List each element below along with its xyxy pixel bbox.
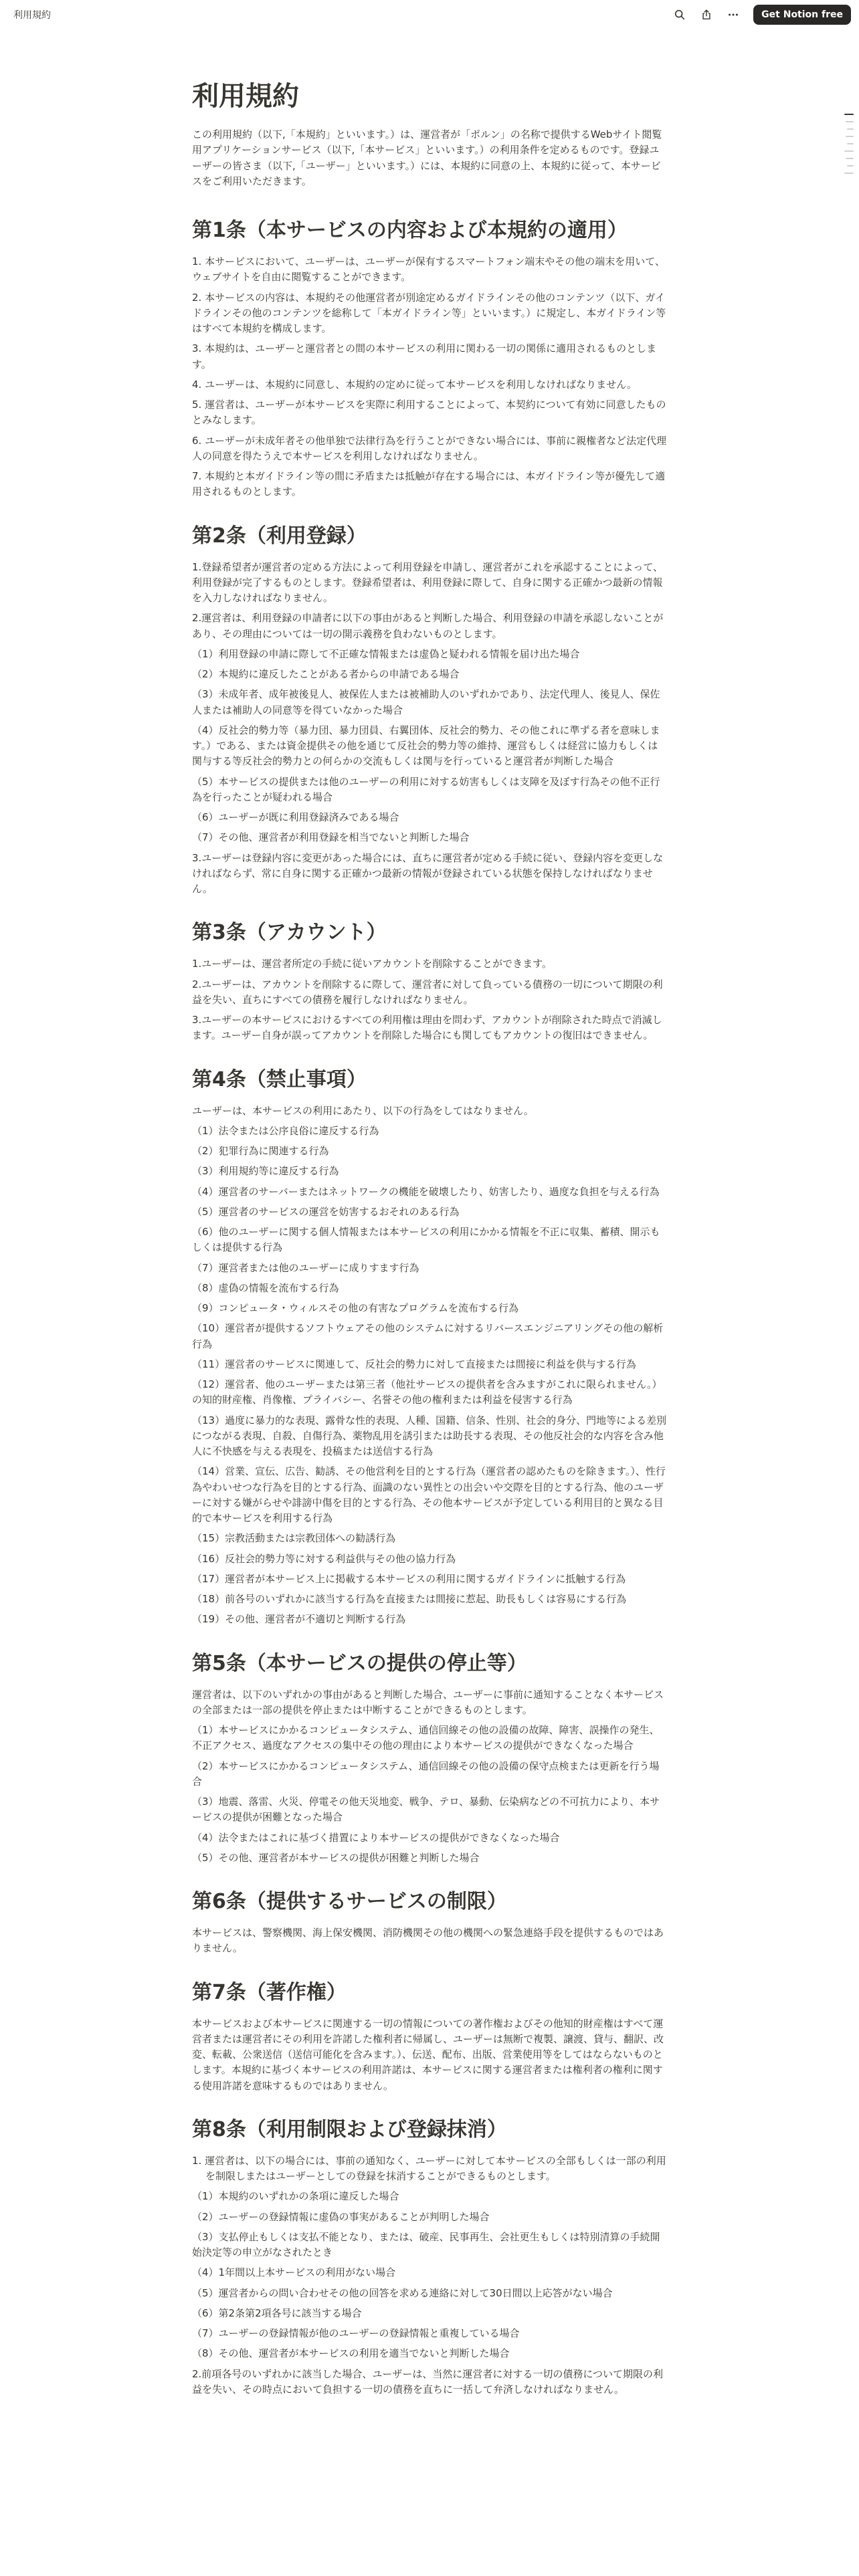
clause-item: （14）営業、宣伝、広告、勧誘、その他営利を目的とする行為（運営者の認めたものを除きます。）、性行為やわいせつな行為を目的とする行為、面識のない異性との出会いや交際を目的とする行為、他のユーザーに対する嫌がらせや誹謗中傷を目的とする行為、その他本サービスが予定している利用目的と異なる目的で本サービスを利用する行為: [192, 1465, 666, 1524]
clause-item: （8）その他、運営者が本サービスの利用を適当でないと判断した場合: [192, 2347, 510, 2360]
section-paragraph: 運営者は、以下のいずれかの事由があると判断した場合、ユーザーに事前に通知することなく本サービスの全部または一部の提供を停止または中断することができるものとします。: [192, 1688, 664, 1716]
toc-entry[interactable]: [847, 143, 854, 144]
section-paragraph: 2.運営者は、利用登録の申請者に以下の事由があると判断した場合、利用登録の申請を承認しないことがあり、その理由については一切の開示義務を負わないものとします。: [192, 612, 664, 640]
section-heading: 第4条（禁止事項）: [192, 1067, 367, 1091]
clause-item: （6）ユーザーが既に利用登録済みである場合: [192, 811, 399, 823]
clause-item: （11）運営者のサービスに関連して、反社会的勢力に対して直接または間接に利益を供与する行為: [192, 1358, 636, 1370]
table-of-contents[interactable]: [840, 114, 854, 174]
toc-entry[interactable]: [847, 128, 854, 130]
toc-entry[interactable]: [846, 158, 854, 159]
section-paragraph: ユーザーは、本サービスの利用にあたり、以下の行為をしてはなりません。: [192, 1104, 534, 1117]
section-paragraph: 1. 本サービスにおいて、ユーザーは、ユーザーが保有するスマートフォン端末やその他の端末を用いて、ウェブサイトを自由に閲覧することができます。: [192, 255, 665, 284]
section-paragraph: 5. 運営者は、ユーザーが本サービスを実際に利用することによって、本契約について有効に同意したものとみなします。: [192, 399, 666, 427]
clause-item: （19）その他、運営者が不適切と判断する行為: [192, 1613, 406, 1626]
section-paragraph: 2.ユーザーは、アカウントを削除するに際して、運営者に対して負っている債務の一切について期限の利益を失い、直ちにすべての債務を履行しなければなりません。: [192, 978, 663, 1006]
section-paragraph: 4. ユーザーは、本規約に同意し、本規約の定めに従って本サービスを利用しなければなりません。: [192, 378, 637, 391]
section-heading: 第5条（本サービスの提供の停止等）: [192, 1651, 527, 1675]
clause-item: （3）支払停止もしくは支払不能となり、または、破産、民事再生、会社更生もしくは特別清算の手続開始決定等の申立がなされたとき: [192, 2230, 660, 2258]
clause-item: （2）本規約に違反したことがある者からの申請である場合: [192, 668, 460, 680]
clause-item: （12）運営者、他のユーザーまたは第三者（他社サービスの提供者を含みますがこれに限られません。）の知的財産権、肖像権、プライバシー、名誉その他の権利または利益を侵害する行為: [192, 1378, 662, 1406]
section-8: [192, 2117, 667, 2397]
section-heading: 第7条（著作権）: [192, 1980, 347, 2004]
clause-item: （15）宗教活動または宗教団体への勧誘行為: [192, 1532, 396, 1545]
clause-item: （5）運営者のサービスの運営を妨害するおそれのある行為: [192, 1205, 460, 1218]
clause-item: （4）運営者のサーバーまたはネットワークの機能を破壊したり、妨害したり、過度な負担を与える行為: [192, 1185, 660, 1198]
clause-item: （10）運営者が提供するソフトウェアその他のシステムに対するリバースエンジニアリングその他の解析行為: [192, 1322, 664, 1350]
section-7: [192, 1979, 667, 2094]
clause-item: （1）本規約のいずれかの条項に違反した場合: [192, 2190, 399, 2203]
topbar-actions: [668, 5, 851, 25]
section-heading: 第1条（本サービスの内容および本規約の適用）: [192, 219, 628, 242]
toc-entry[interactable]: [844, 173, 854, 174]
clause-item: （5）本サービスの提供または他のユーザーの利用に対する妨害もしくは支障を及ぼす行為その他不正行為を行ったことが疑われる場合: [192, 775, 660, 803]
clause-item: （17）運営者が本サービス上に掲載する本サービスの利用に関するガイドラインに抵触する行為: [192, 1572, 626, 1585]
clause-item: （5）運営者からの問い合わせその他の回答を求める連絡に対して30日間以上応答がない場合: [192, 2286, 613, 2299]
clause-item: （4）反社会的勢力等（暴力団、暴力団員、右翼団体、反社会的勢力、その他これに準ずる者を意味します。）である、または資金提供その他を通じて反社会的勢力等の維持、運営もしくは経営に協力もしくは関与する等反社会的勢力との何らかの交流もしくは関与を行っていると運営者が判断した場合: [192, 724, 660, 768]
get-notion-free-button[interactable]: Get Notion free: [753, 5, 851, 25]
intro-paragraph: この利用規約（以下,「本規約」といいます。）は、運営者が「ポルン」の名称で提供するWebサイト閲覧用アプリケーションサービス（以下,「本サービス」といいます。）の利用条件を定めるものです。登録ユーザーの皆さま（以下,「ユーザー」といいます。）には、本規約に同意の上、本規約に従って、本サービスをご利用いただきます。: [192, 128, 662, 187]
section-3: [192, 920, 667, 1043]
clause-item: （2）本サービスにかかるコンピュータシステム、通信回線その他の設備の保守点検または更新を行う場合: [192, 1759, 660, 1788]
section-paragraph: 3. 本規約は、ユーザーと運営者との間の本サービスの利用に関わる一切の関係に適用されるものとします。: [192, 342, 657, 370]
top-bar: [0, 0, 859, 29]
clause-item: （16）反社会的勢力等に対する利益供与その他の協力行為: [192, 1552, 456, 1565]
clause-item: （1）本サービスにかかるコンピュータシステム、通信回線その他の設備の故障、障害、誤操作の発生、不正アクセス、過度なアクセスの集中その他の理由により本サービスの提供ができなくなった場合: [192, 1724, 660, 1752]
clause-item: （7）運営者または他のユーザーに成りすます行為: [192, 1261, 419, 1274]
toc-entry[interactable]: [844, 150, 854, 152]
section-paragraph: 本サービスは、警察機関、海上保安機関、消防機関その他の機関への緊急連絡手段を提供するものではありません。: [192, 1927, 664, 1955]
section-paragraph: 2. 本サービスの内容は、本規約その他運営者が別途定めるガイドラインその他のコンテンツ（以下、ガイドラインその他のコンテンツを総称して「本ガイドライン等」といいます。）に規定し、本ガイドライン等はすべて本規約を構成します。: [192, 291, 666, 334]
section-2: [192, 523, 667, 897]
clause-item: （4）法令またはこれに基づく措置により本サービスの提供ができなくなった場合: [192, 1831, 560, 1844]
clause-item: （18）前各号のいずれかに該当する行為を直接または間接に惹起、助長もしくは容易にする行為: [192, 1593, 627, 1605]
page-title: 利用規約: [192, 81, 299, 112]
section-heading: 第3条（アカウント）: [192, 921, 387, 945]
clause-item: （2）ユーザーの登録情報に虚偽の事実があることが判明した場合: [192, 2210, 490, 2223]
clause-item: （13）過度に暴力的な表現、露骨な性的表現、人種、国籍、信条、性別、社会的身分、門地等による差別につながる表現、自殺、自傷行為、薬物乱用を誘引または助長する表現、その他反社会的な内容を含み他人に不快感を与える表現を、投稿または送信する行為: [192, 1414, 667, 1457]
page-content: [192, 80, 667, 2420]
clause-item: （6）他のユーザーに関する個人情報または本サービスの利用にかかる情報を不正に収集、蓄積、開示もしくは提供する行為: [192, 1226, 660, 1254]
clause-item: （1）利用登録の申請に際して不正確な情報または虚偽と疑われる情報を届け出た場合: [192, 647, 580, 660]
section-paragraph: 1. 運営者は、以下の場合には、事前の通知なく、ユーザーに対して本サービスの全部もしくは一部の利用を制限しまたはユーザーとしての登録を抹消することができるものとします。: [192, 2154, 666, 2182]
clause-item: （7）ユーザーの登録情報が他のユーザーの登録情報と重複している場合: [192, 2327, 520, 2339]
clause-item: （1）法令または公序良俗に違反する行為: [192, 1124, 379, 1137]
clause-item: （4）1年間以上本サービスの利用がない場合: [192, 2266, 396, 2279]
breadcrumb[interactable]: 利用規約: [13, 10, 51, 21]
more-icon[interactable]: [721, 5, 745, 25]
toc-entry[interactable]: [844, 114, 854, 115]
section-paragraph: 1.登録希望者が運営者の定める方法によって利用登録を申請し、運営者がこれを承認することによって、利用登録が完了するものとします。登録希望者は、利用登録に際して、自身に関する正確かつ最新の情報を入力しなければなりません。: [192, 560, 664, 604]
section-paragraph: 1.ユーザーは、運営者所定の手続に従いアカウントを削除することができます。: [192, 958, 552, 970]
clause-item: （3）利用規約等に違反する行為: [192, 1165, 339, 1178]
clause-item: （6）第2条第2項各号に該当する場合: [192, 2306, 362, 2319]
section-paragraph: 7. 本規約と本ガイドライン等の間に矛盾または抵触が存在する場合には、本ガイドライン等が優先して適用されるものとします。: [192, 470, 666, 498]
clause-item: （3）未成年者、成年被後見人、被保佐人または被補助人のいずれかであり、法定代理人、後見人、保佐人または補助人の同意等を得ていなかった場合: [192, 688, 660, 716]
clause-item: （3）地震、落雷、火災、停電その他天災地変、戦争、テロ、暴動、伝染病などの不可抗力により、本サービスの提供が困難となった場合: [192, 1796, 660, 1824]
section-6: [192, 1889, 667, 1957]
section-1: [192, 217, 667, 500]
section-heading: 第8条（利用制限および登録抹消）: [192, 2117, 507, 2141]
section-paragraph: 3.ユーザーは登録内容に変更があった場合には、直ちに運営者が定める手続に従い、登録内容を変更しなければならず、常に自身に関する正確かつ最新の情報が登録されている状態を保持しなければなりません。: [192, 851, 664, 895]
section-paragraph: 本サービスおよび本サービスに関連する一切の情報についての著作権およびその他知的財産権はすべて運営者または運営者にその利用を許諾した権利者に帰属し、ユーザーは無断で複製、譲渡、貸与、翻訳、改変、転載、公衆送信（送信可能化を含みます。）、伝送、配布、出版、営業使用等をしてはならないものとします。本規約に基づく本サービスの利用許諾は、本サービスに関する運営者または権利者の権利に関する使用許諾を意味するものではありません。: [192, 2017, 664, 2092]
clause-item: （2）犯罪行為に関連する行為: [192, 1145, 329, 1157]
section-paragraph: 2.前項各号のいずれかに該当した場合、ユーザーは、当然に運営者に対する一切の債務について期限の利益を失い、その時点において負担する一切の債務を直ちに一括して弁済しなければなりません。: [192, 2367, 664, 2395]
section-paragraph: 6. ユーザーが未成年者その他単独で法律行為を行うことができない場合には、事前に親権者など法定代理人の同意を得たうえで本サービスを利用しなければなりません。: [192, 434, 667, 462]
share-icon[interactable]: [694, 5, 719, 25]
section-heading: 第2条（利用登録）: [192, 524, 367, 548]
clause-item: （8）虚偽の情報を流布する行為: [192, 1281, 339, 1294]
toc-entry[interactable]: [847, 165, 854, 167]
toc-entry[interactable]: [846, 136, 854, 137]
section-paragraph: 3.ユーザーの本サービスにおけるすべての利用権は理由を問わず、アカウントが削除された時点で消滅します。ユーザー自身が誤ってアカウントを削除した場合にも関してもアカウントの復旧はできません。: [192, 1014, 662, 1042]
clause-item: （7）その他、運営者が利用登録を相当でないと判断した場合: [192, 831, 470, 844]
search-icon[interactable]: [668, 5, 692, 25]
section-heading: 第6条（提供するサービスの制限）: [192, 1890, 507, 1913]
clause-item: （9）コンピュータ・ウィルスその他の有害なプログラムを流布する行為: [192, 1302, 519, 1314]
clause-item: （5）その他、運営者が本サービスの提供が困難と判断した場合: [192, 1851, 480, 1864]
section-5: [192, 1650, 667, 1866]
section-4: [192, 1067, 667, 1628]
sections-container: [192, 217, 667, 2397]
toc-entry[interactable]: [846, 121, 854, 122]
